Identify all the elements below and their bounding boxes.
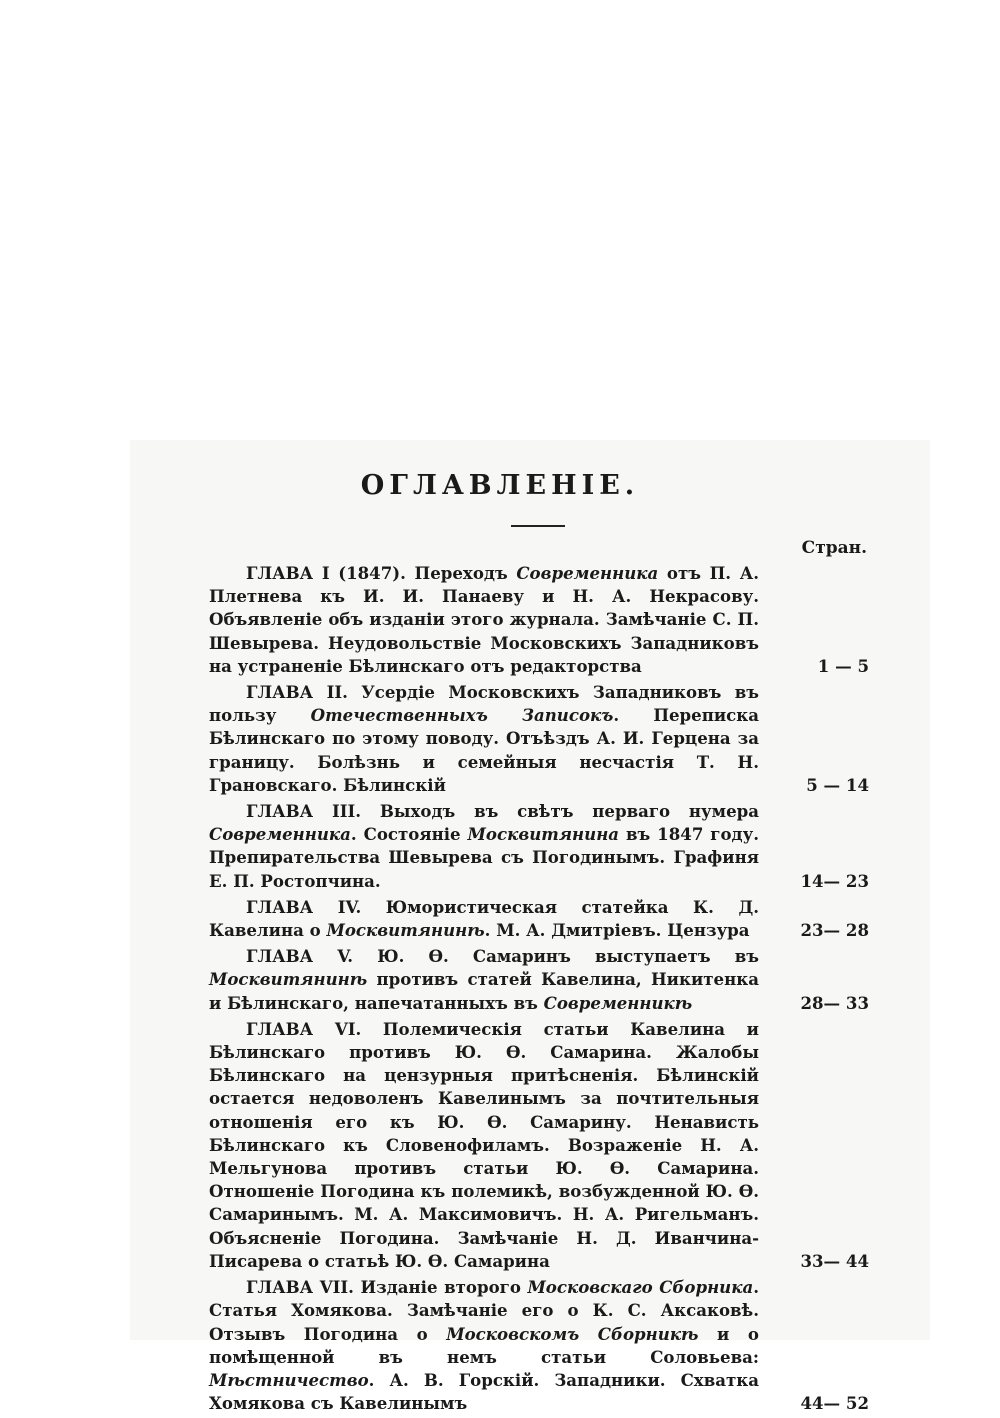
toc-entry <box>209 896 869 942</box>
toc-entry-text-segment: ГЛАВА V. Ю. Ѳ. Самаринъ выступаетъ въ <box>246 946 759 967</box>
toc-entry-text <box>209 1018 759 1273</box>
toc-entry-text-segment: ГЛАВА II. Усердіе Московскихъ Западниковъ въ пользу <box>209 682 759 726</box>
toc-entry-text <box>209 945 759 1015</box>
toc-entry-pages: 28— 33 <box>800 992 869 1013</box>
toc-entry-text-segment: противъ статей Кавелина, Никитенка и Бѣлинскаго, напечатанныхъ въ <box>209 969 759 1013</box>
toc-entry-italic-title: Москвитянинѣ <box>209 969 368 990</box>
toc-entry-italic-title: Современника <box>209 824 351 845</box>
toc-entry-text-segment: и о помѣщенной въ немъ статьи Соловьева: <box>209 1323 760 1367</box>
toc-entry-text <box>209 800 759 893</box>
toc-entry-text-segment: ГЛАВА III. Выходъ въ свѣтъ перваго нумера <box>246 801 759 822</box>
page-title: ОГЛАВЛЕНІЕ. <box>360 470 640 501</box>
pages-column-header: Стран. <box>801 538 867 558</box>
toc-entry-text <box>209 896 759 942</box>
toc-entry-italic-title: Мѣстничество <box>209 1369 369 1390</box>
toc-entry-text-segment: . Переписка Бѣлинскаго по этому поводу. Отъѣздъ А. И. Герцена за границу. Болѣзнь и семейныя несчастія Т. Н. Грановскаго. Бѣлинскій <box>209 705 759 795</box>
toc-entry <box>209 681 869 797</box>
toc-entry <box>209 945 869 1015</box>
toc-entry-text-segment: ГЛАВА IV. Юмористическая статейка К. Д. Кавелина о <box>209 896 759 941</box>
toc-entry-pages: 23— 28 <box>800 920 869 941</box>
toc-entry-text <box>209 681 759 797</box>
toc-entry <box>209 800 869 893</box>
toc-entry-italic-title: Москвитянина <box>467 824 620 845</box>
toc-entry-text-segment: ГЛАВА VII. Изданіе второго <box>246 1277 528 1298</box>
toc-entry-text-segment: . Состояніе <box>350 824 468 845</box>
toc-entry-italic-title: Современника <box>516 563 659 583</box>
toc-entry-text <box>209 1276 759 1415</box>
toc-entry-pages: 14— 23 <box>800 870 869 891</box>
toc-entry-pages: 5 — 14 <box>806 774 869 795</box>
toc-entry-text-segment: . А. В. Горскій. Западники. Схватка Хомякова съ Кавелинымъ <box>209 1369 759 1414</box>
toc-entry-text-segment: въ 1847 году. Препирательства Шевырева съ Погодинымъ. Графиня Е. П. Ростопчина. <box>209 824 759 891</box>
toc-entry-pages: 1 — 5 <box>817 655 869 676</box>
toc-entry-text-segment: . Статья Хомякова. Замѣчаніе его о К. С. Аксаковѣ. Отзывъ Погодина о <box>209 1277 759 1344</box>
toc-entry-text <box>209 562 759 678</box>
toc-entry-italic-title: Московскаго Сборника <box>527 1277 754 1298</box>
toc-entry-text-segment: ГЛАВА I (1847). Переходъ <box>246 563 517 583</box>
toc-entry <box>209 1018 869 1273</box>
toc-entry <box>209 1276 869 1415</box>
toc-entry-pages: 44— 52 <box>800 1393 869 1414</box>
toc-entry-italic-title: Отечественныхъ Записокъ <box>310 705 614 726</box>
toc-entry-italic-title: Современникѣ <box>543 992 693 1013</box>
toc-entry-text-segment: . М. А. Дмитріевъ. Цензура <box>484 920 750 941</box>
toc-entry-text-segment: ГЛАВА VI. Полемическія статьи Кавелина и Бѣлинскаго противъ Ю. Ѳ. Самарина. Жалобы Бѣлинскаго на цензурныя притѣсненія. Бѣлинскій остается недоволенъ Кавелинымъ за почтительныя отношенія его къ Ю. Ѳ. Самарину. Ненависть Бѣлинскаго къ Словенофиламъ. Возраженіе Н. А. Мельгунова противъ статьи Ю. Ѳ. Самарина. Отношеніе Погодина къ полемикѣ, возбужденной Ю. Ѳ. Самаринымъ. М. А. Максимовичъ. Н. А. Ригельманъ. Объясненіе Погодина. Замѣчаніе Н. Д. Иванчина-Писарева о статьѣ Ю. Ѳ. Самарина <box>209 1018 759 1271</box>
toc-entry-pages: 33— 44 <box>800 1250 869 1271</box>
title-divider <box>511 525 565 527</box>
toc-entry <box>209 562 869 678</box>
toc-entry-italic-title: Москвитянинѣ <box>326 920 485 941</box>
toc-entry-text-segment: отъ П. А. Плетнева къ И. И. Панаеву и Н. А. Некрасову. Объявленіе объ изданіи этого журнала. Замѣчаніе С. П. Шевырева. Неудовольствіе Московскихъ Западниковъ на устраненіе Бѣлинскаго отъ редакторства <box>209 563 760 676</box>
table-of-contents <box>209 562 869 1418</box>
toc-entry-italic-title: Московскомъ Сборникѣ <box>446 1323 699 1344</box>
